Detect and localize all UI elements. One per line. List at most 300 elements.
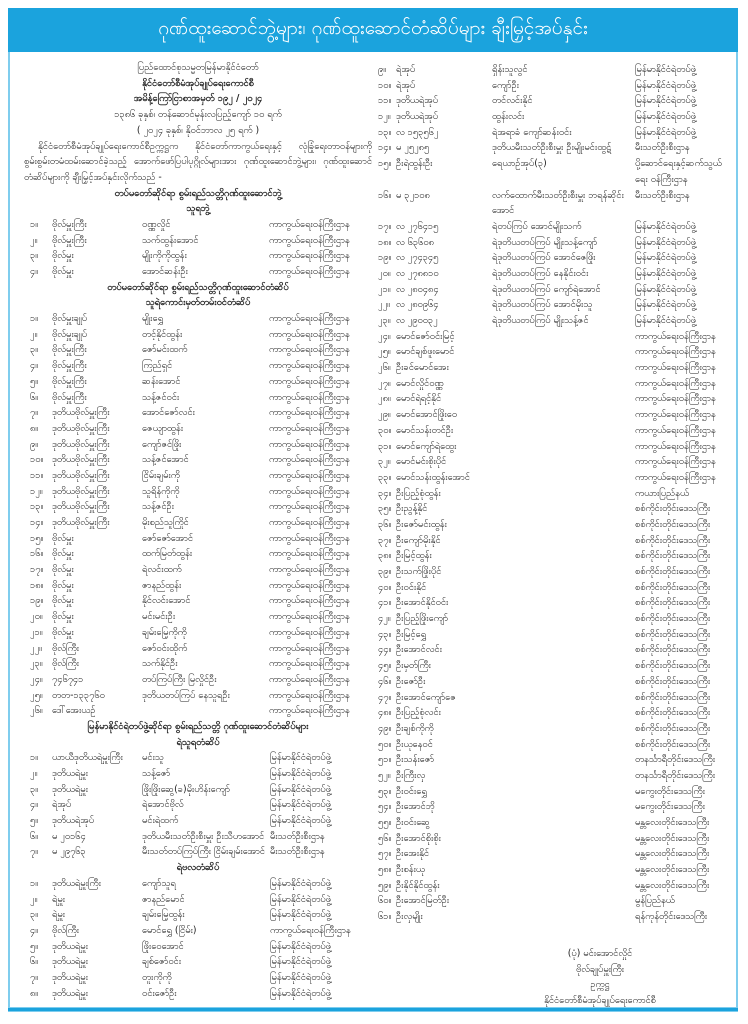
row-name: ဇော်မင်းထက် [142,344,188,356]
row-number: ၃၁။ [378,440,392,452]
row-rank: ဦးချစ်ကိုကို [396,722,434,734]
row-name: သန့်ဇော် [142,768,171,780]
row-name: ဒုတိယမီးသတ်ဦးစီးမှူး ဦးသီဟအောင် [142,830,265,842]
row-rank: ဦးအောင်လင်း [396,644,442,656]
row-name: ထွန်းလင်း [492,111,525,123]
table-row [378,344,733,360]
row-number: ၄။ [30,360,39,372]
row-rank: မ ၂၅၂၈၅ [396,142,430,154]
row-rank: ဒုတိယဗိုလ်မှူးကြီး [52,517,110,529]
row-number: ၁။ [30,877,39,889]
row-unit: ရန်ကုန်တိုင်းဒေသကြီး [635,911,708,923]
row-name: ဇော်ဝင်းထိုက် [142,642,188,654]
row-rank: ဦးရဲထွန်းဦး [396,158,433,170]
section-subheading: ရဲဗလတံဆိပ် [176,862,220,874]
row-number: ၄၈။ [378,707,392,719]
row-unit: ကာကွယ်ရေးဝန်ကြီးဌာန [269,313,350,325]
row-unit: မြန်မာနိုင်ငံရဲတပ်ဖွဲ့ [635,126,696,138]
row-name: တင်လင်းနိုင် [492,95,533,107]
section-heading: မြန်မာနိုင်ငံရဲတပ်ဖွဲ့ဆိုင်ရာ စွမ်းရည်သတ္တိ ဂုဏ်ထူးဆောင်တံဆိပ်များ [87,720,309,732]
table-row [378,893,733,909]
row-rank: ဒုတိယရဲမှူး [52,940,88,952]
row-name: ကြည်ရှင် [142,360,173,372]
row-rank: မောင်ကျော်ရဲထွေး [396,440,457,452]
row-rank: ဒုတိယဗိုလ်မှူးကြီး [52,501,110,513]
row-rank: ဒုတိယရဲအုပ် [396,111,439,123]
row-number: ၅။ [30,815,39,827]
row-name: ရဲဒုတိယတပ်ကြပ် အောင်ဇေဖြိုး [492,252,596,264]
row-number: ၆၀။ [378,895,392,907]
row-unit: ကာကွယ်ရေးဝန်ကြီးဌာန [635,409,716,421]
row-rank: ဗိုလ်မှူးချုပ် [52,313,88,325]
row-name: ချမ်းမြေ့ကိုကို [142,626,187,638]
row-name: တူးကိုကို [142,972,172,983]
row-number: ၆။ [30,830,39,842]
header-council: နိုင်ငံတော်စီမံအုပ်ချုပ်ရေးကောင်စီ [142,77,254,89]
row-unit: မီးသတ်ဦးစီးဌာန [270,846,325,858]
row-number: ၅၂။ [378,769,391,781]
row-rank: ရဲအုပ် [396,79,416,91]
section-subheading: သူရဘွဲ့ [186,203,210,215]
row-number: ၂။ [30,328,38,340]
row-name: ဝင်းဇော်ဦး [142,987,177,999]
table-row [378,705,733,721]
row-number: ၁၇။ [378,220,392,232]
row-unit: စစ်ကိုင်းတိုင်းဒေသကြီး [635,581,711,593]
row-rank: ဦးစန်းယု [396,864,425,876]
row-unit: မကွေးတိုင်းဒေသကြီး [635,785,705,797]
row-rank: ဦးဝင်းဆွေ [396,817,430,829]
row-rank: ဦးကျော်မိုးနိုင် [396,534,441,546]
table-row [378,250,733,266]
row-rank: လ ၂၉၀၀၃၂ [396,315,438,327]
row-unit: မီးသတ်ဦးစီးဌာန [270,830,325,842]
row-number: ၆၁။ [378,911,392,923]
row-unit: မြန်မာနိုင်ငံရဲတပ်ဖွဲ့ [635,252,696,264]
row-unit: ကာကွယ်ရေးဝန်ကြီးဌာန [269,328,350,340]
row-name: မင်းရဲထက် [142,815,179,827]
table-row [378,407,733,423]
table-row [378,721,733,737]
table-row [24,452,372,468]
row-unit: ကာကွယ်ရေးဝန်ကြီးဌာန [269,532,350,544]
row-name: သန့်ဇင်ဝင်း [142,391,180,403]
row-number: ၃။ [30,783,39,795]
row-unit: မကွေးတိုင်းဒေသကြီး [635,801,705,813]
table-row [378,188,733,219]
row-rank: ဦးအောင်စိုးစိုး [396,832,441,844]
row-unit: စစ်ကိုင်းတိုင်းဒေသကြီး [635,707,711,719]
table-row [378,548,733,564]
row-name: ရဲဒုတိယတပ်ကြပ် အောင်မိုးသူ [492,299,593,311]
row-rank: ဒေါ်အေးယဉ် [52,705,96,717]
row-unit: ကာကွယ်ရေးဝန်ကြီးဌာန [269,517,350,529]
right-column [378,62,733,925]
row-rank: မောင်လှိုင်ဝဏ္ဏ [396,377,444,389]
row-rank: ဗိုလ်မှူး [52,548,74,560]
table-row [24,782,372,798]
row-number: ၁၄။ [30,517,44,529]
row-rank: ဦးမြင့်ရွှေ [396,628,427,640]
table-row [378,266,733,282]
section-heading: တပ်မတော်ဆိုင်ရာ စွမ်းရည်သတ္တိဂုဏ်ထူးဆောင်ဘွဲ့ [114,187,282,199]
row-unit: ကာကွယ်ရေးဝန်ကြီးဌာန [269,595,350,607]
row-rank: ဗိုလ်ကြီး [52,924,80,936]
row-rank: ဦးညွန့်နိုင် [396,503,428,515]
row-unit: မြန်မာနိုင်ငံရဲတပ်ဖွဲ့ [635,79,696,91]
row-unit: စစ်ကိုင်းတိုင်းဒေသကြီး [635,566,711,578]
row-number: ၃၉။ [378,566,392,578]
row-rank: ရဲမှူး [52,909,66,921]
row-number: ၄။ [30,924,39,936]
section-subheading: ရဲသူရတံဆိပ် [176,736,220,748]
row-unit: စစ်ကိုင်းတိုင်းဒေသကြီး [635,503,711,515]
row-number: ၅။ [30,940,39,952]
row-number: ၁၈။ [30,579,44,591]
row-name: ငြိမ်းချမ်းကို [142,469,180,481]
row-rank: ဦးဝင်းနိုင် [396,581,427,593]
table-row [378,815,733,831]
row-unit: ကာကွယ်ရေးဝန်ကြီးဌာန [635,456,716,468]
row-rank: ဗိုလ်မှူးကြီး [52,375,87,387]
row-number: ၁၁။ [30,469,44,481]
row-rank: ဒုတိယရဲအုပ် [396,95,439,107]
table-row [378,486,733,502]
table-row [24,468,372,484]
row-name: တပ်ကြပ်ကြီး မြလှိုင်ဦး [142,673,217,685]
row-name: မီးသတ်တပ်ကြပ်ကြီး ငြိမ်းချမ်းအောင် [142,846,265,858]
row-unit: ကာကွယ်ရေးဝန်ကြီးဌာန [269,391,350,403]
header-order-number: အမိန့်ကြော်ငြာစာအမှတ် ၁၉၂ / ၂၀၂၄ [133,93,263,105]
row-name: သက်ထွန်းအောင် [142,234,199,246]
row-number: ၄၇။ [378,691,392,703]
row-number: ၇။ [30,407,39,419]
row-number: ၂၅။ [30,689,43,701]
row-unit: မွန်ပြည်နယ် [635,895,675,907]
row-name: ချမ်းမြေ့ထွန်း [142,909,185,921]
table-row [378,140,733,156]
row-number: ၁၁။ [378,95,392,107]
row-number: ၁၃။ [378,126,392,138]
table-row [24,327,372,343]
table-row [24,499,372,515]
row-number: ၂၇။ [378,377,391,389]
row-unit: စစ်ကိုင်းတိုင်းဒေသကြီး [635,675,711,687]
table-row [24,531,372,547]
row-unit: ပို့ဆောင်ရေးနှင့်ဆက်သွယ်ရေး ဝန်ကြီးဌာန [635,158,722,185]
row-name: မင်းသူ [142,752,164,764]
row-unit: မြန်မာနိုင်ငံရဲတပ်ဖွဲ့ [270,752,331,764]
table-row [378,690,733,706]
row-rank: ဗိုလ်မှူး [52,595,74,607]
row-unit: ကာကွယ်ရေးဝန်ကြီးဌာန [269,250,350,262]
table-row [24,750,372,766]
table-row [24,876,372,892]
table-row [378,282,733,298]
table-row [24,264,372,280]
table-row [378,391,733,407]
row-unit: မြန်မာနိုင်ငံရဲတပ်ဖွဲ့ [270,768,331,780]
row-number: ၂၆။ [378,362,391,374]
row-number: ၈။ [30,987,39,999]
row-number: ၅၆။ [378,832,392,844]
row-number: ၁၄။ [378,142,392,154]
section-heading: တပ်မတော်ဆိုင်ရာ စွမ်းရည်သတ္တိဂုဏ်ထူးဆောင်တံဆိပ် [107,281,289,293]
row-rank: မ ၂၉၇၆၃ [52,846,86,858]
row-unit: စစ်ကိုင်းတိုင်းဒေသကြီး [635,534,711,546]
page-title: ဂုဏ်ထူးဆောင်ဘွဲ့များ၊ ဂုဏ်ထူးဆောင်တံဆိပ်များ ချီးမြှင့်အပ်နှင်း [8,8,738,52]
table-row [378,329,733,345]
row-rank: ဦးဝင်းရွှေ [396,785,427,797]
row-unit: မြန်မာနိုင်ငံရဲတပ်ဖွဲ့ [270,877,331,889]
row-rank: ဒုတိယဗိုလ်မှူးကြီး [52,469,110,481]
table-row [378,109,733,125]
row-number: ၃။ [30,344,39,356]
row-number: ၅၈။ [378,864,392,876]
header-country: ပြည်ထောင်စုသမ္မတမြန်မာနိုင်ငံတော် [137,62,259,73]
row-unit: မြန်မာနိုင်ငံရဲတပ်ဖွဲ့ [270,815,331,827]
row-name: ဒုတိယမီးသတ်ဦးစီးမှူး ဦးမျိုးမင်းထွဋ် [492,142,612,154]
row-rank: ဦးအောင်နိုင်ဝင်း [396,597,449,609]
row-number: ၃၅။ [378,503,392,515]
row-number: ၂၈။ [378,393,391,405]
row-rank: ဗိုလ်ကြီး [52,658,80,670]
row-unit: စစ်ကိုင်းတိုင်းဒေသကြီး [635,660,711,672]
row-number: ၄၀။ [378,581,392,593]
table-row [24,641,372,657]
row-unit: ကာကွယ်ရေးဝန်ကြီးဌာန [269,642,350,654]
row-number: ၂၁။ [30,626,43,638]
row-number: ၆။ [30,956,39,968]
table-row [378,768,733,784]
table-row [24,907,372,923]
table-row [378,862,733,878]
row-unit: စစ်ကိုင်းတိုင်းဒေသကြီး [635,518,711,530]
table-row [24,578,372,594]
table-row [378,235,733,251]
row-number: ၂၂။ [378,299,390,311]
row-number: ၁။ [30,752,39,764]
row-unit: ကာကွယ်ရေးဝန်ကြီးဌာန [269,218,350,230]
row-number: ၄။ [30,265,39,277]
table-row [24,484,372,500]
row-number: ၁၈။ [378,236,392,248]
row-name: ဖြိုးဝေအောင် [142,940,184,952]
row-name: ထက်မြတ်ထွန်း [142,548,193,560]
row-name: ရဲဒုတိယတပ်ကြပ် ကျော်ရဲအောင် [492,283,601,295]
row-unit: မန္တလေးတိုင်းဒေသကြီး [635,832,710,844]
table-row [24,829,372,845]
row-name: ဝဏ္ဏလှိုင် [142,218,171,230]
table-row [24,358,372,374]
row-number: ၂။ [30,768,38,780]
row-rank: လ ၂၇၄၃၄၅ [396,252,439,264]
row-name: ရှိန်းသူလွင် [492,64,528,75]
row-name: ဒုတိယတပ်ကြပ် နေသူရဦး [142,689,230,701]
row-unit: ကာကွယ်ရေးဝန်ကြီးဌာန [635,471,716,483]
row-rank: တတ-၁၃၃၇၆၀ [52,689,105,701]
signature-name: (ပုံ) မင်းအောင်လှိုင် [567,948,633,959]
row-unit: ကာကွယ်ရေးဝန်ကြီးဌာန [635,346,716,358]
row-number: ၅၁။ [378,754,392,766]
row-name: ရဲဒုတိယတပ်ကြပ် မျိုးသန့်ဇင် [492,315,589,327]
intro-paragraph: နိုင်ငံတော်စီမံအုပ်ချုပ်ရေးကောင်စီဥက္ကဋ္ဌက နိုင်ငံတော်ကာကွယ်ရေးနှင့် လုံခြုံရေးတာဝန်များကို စွမ်းစွမ်းတမံထမ်းဆောင်ခဲ့သည့် အောက်ဖော်ပြပါပုဂ္ဂိုလ်များအား ဂုဏ်ထူးဆောင်ဘွဲ့များ၊ ဂုဏ်ထူးဆောင် တံဆိပ်များကို ချီးမြှင့်အပ်နှင်းလိုက်သည် - [24,140,372,183]
row-unit: မြန်မာနိုင်ငံရဲတပ်ဖွဲ့ [270,893,331,905]
row-rank: ယာယီဒုတိယရဲမှူးကြီး [52,752,123,764]
table-row [378,752,733,768]
table-row [24,248,372,264]
row-unit: ကာကွယ်ရေးဝန်ကြီးဌာန [270,924,351,936]
row-rank: ဒုတိယရဲမှူး [52,783,88,795]
row-rank: မ ၃၂၁၀၈ [396,189,430,201]
signature-title: ဥက္ကဋ္ဌ [590,979,610,991]
row-unit: မီးသတ်ဦးစီးဌာန [635,189,690,201]
row-rank: ဦးပြည့်စုံထွန်း [396,487,441,499]
row-unit: ကာကွယ်ရေးဝန်ကြီးဌာန [635,377,716,389]
row-rank: မောင်မင်းစိုးပိုင် [396,456,447,468]
row-number: ၁၅။ [378,158,392,170]
row-rank: မောင်အောင်ဖြိုးဝေ [396,409,458,421]
signature-block [530,946,670,1009]
row-rank: လ ၁၅၃၅၆၂ [396,126,439,138]
row-unit: မန္တလေးတိုင်းဒေသကြီး [635,817,710,829]
row-unit: တနင်္သာရီတိုင်းဒေသကြီး [635,769,716,781]
row-name: ဇေယျာထွန်း [142,422,184,434]
row-name: မောင်ရွှေ (ငြိမ်း) [142,924,197,936]
row-number: ၇။ [30,972,39,983]
table-row [24,515,372,531]
signature-org: နိုင်ငံတော်စီမံအုပ်ချုပ်ရေးကောင်စီ [544,995,656,1007]
row-rank: ဗိုလ်မှူးချုပ် [52,328,88,340]
row-name: ရဲတပ်ကြပ် အောင်မျိုးသက် [492,220,582,232]
row-rank: ဗိုလ်မှူးကြီး [52,218,87,230]
table-row [24,766,372,782]
row-rank: ဦးသန်းဇော် [396,754,435,766]
row-number: ၁၅။ [30,532,44,544]
row-rank: လ ၂၈၀၄၈၄ [396,283,439,295]
table-row [378,533,733,549]
row-unit: စစ်ကိုင်းတိုင်းဒေသကြီး [635,644,711,656]
table-row [24,217,372,233]
row-name: ရဲဒုတိယတပ်ကြပ် နေနိုင်းဝင်း [492,267,589,279]
row-number: ၁။ [30,313,39,325]
row-rank: ရဲအုပ် [52,799,72,811]
row-unit: ကာကွယ်ရေးဝန်ကြီးဌာန [269,234,350,246]
row-rank: ဦးပြည့်ဖြိုးကျော် [396,613,449,625]
table-row [24,593,372,609]
row-unit: မန္တလေးတိုင်းဒေသကြီး [635,879,710,891]
row-unit: ကာကွယ်ရေးဝန်ကြီးဌာန [269,673,350,685]
row-rank: မောင်ဇော်ဝင်းမြင့် [396,330,455,342]
row-rank: ဦးခင်မောင်အေး [396,362,449,374]
table-row [378,423,733,439]
table-row [378,909,733,925]
row-number: ၄။ [30,799,39,811]
table-row [24,625,372,641]
table-row [24,233,372,249]
row-number: ၉။ [30,438,39,450]
row-unit: စစ်ကိုင်းတိုင်းဒေသကြီး [635,738,711,750]
row-number: ၂၅။ [378,346,391,358]
row-number: ၁၃။ [30,501,44,513]
table-row [378,470,733,486]
row-number: ၃၀။ [378,424,392,436]
row-unit: ကာကွယ်ရေးဝန်ကြီးဌာန [269,564,350,576]
row-name: မျိုးရွှေ [142,313,164,325]
row-unit: မြန်မာနိုင်ငံရဲတပ်ဖွဲ့ [635,283,696,295]
row-unit: ကာကွယ်ရေးဝန်ကြီးဌာန [269,611,350,623]
row-number: ၉။ [378,64,387,75]
row-name: အောင်ဇော်လင်း [142,407,195,419]
row-rank: ဒုတိယရဲအုပ် [52,815,95,827]
row-unit: ကာကွယ်ရေးဝန်ကြီးဌာန [269,548,350,560]
table-row [378,595,733,611]
row-rank: ဒုတိယရဲမှူး [52,768,88,780]
row-number: ၇။ [30,846,39,858]
row-rank: ဦးပြည့်စုံလင်း [396,707,441,719]
row-rank: ဗိုလ်မှူး [52,250,74,262]
row-number: ၃၈။ [378,550,392,562]
table-row [24,562,372,578]
row-number: ၃၄။ [378,487,392,499]
row-number: ၅၄။ [378,801,392,813]
row-unit: မန္တလေးတိုင်းဒေသကြီး [635,848,710,860]
row-unit: စစ်ကိုင်းတိုင်းဒေသကြီး [635,691,711,703]
table-row [378,219,733,235]
row-number: ၅၅။ [378,817,392,829]
bottom-divider [8,1007,738,1011]
header-myanmar-date: ၁၃၈၆ ခုနှစ်၊ တန်ဆောင်မုန်းလပြည့်ကျော် ၁၀ ရက် [114,109,282,121]
table-row [24,986,372,1002]
row-rank: မ ၂၀၁၆၄ [52,830,86,842]
table-row [24,813,372,829]
row-unit: ကာကွယ်ရေးဝန်ကြီးဌာန [269,360,350,372]
table-row [24,672,372,688]
row-unit: ကာကွယ်ရေးဝန်ကြီးဌာန [269,469,350,481]
row-name: မင်းမင်းဦး [142,611,176,623]
row-number: ၁၉။ [30,595,44,607]
left-column [24,60,372,1001]
row-rank: ဗိုလ်မှူးကြီး [52,360,87,372]
table-row [378,93,733,109]
row-name: ရေယာဉ်အုပ်(၃) [492,158,547,170]
table-row [24,844,372,860]
table-row [378,517,733,533]
row-name: ရဲဒုတိယတပ်ကြပ် မျိုးသန့်ကျော် [492,236,598,248]
header-gregorian-date: ( ၂၀၂၄ ခုနှစ်၊ နိုဝင်ဘာလ ၂၅ ရက် ) [136,124,260,136]
row-unit: ကာကွယ်ရေးဝန်ကြီးဌာန [635,393,716,405]
row-rank: မောင်ချစ်ဖူးမောင် [396,346,455,358]
row-number: ၂၀။ [30,611,43,623]
row-rank: ဦးကြီးလှ [396,769,426,781]
row-unit: မြန်မာနိုင်ငံရဲတပ်ဖွဲ့ [635,236,696,248]
row-number: ၄၃။ [378,628,392,640]
row-number: ၁။ [30,218,39,230]
row-unit: ကာကွယ်ရေးဝန်ကြီးဌာန [269,344,350,356]
row-rank: ဦးမှတ်ကြီး [396,660,431,672]
table-row [378,156,733,187]
row-name: လက်ထောက်မီးသတ်ဦးစီးမှူး ဘရန်ဆိုင်းအောင် [492,189,624,217]
row-unit: မြန်မာနိုင်ငံရဲတပ်ဖွဲ့ [635,299,696,311]
row-unit: ကာကွယ်ရေးဝန်ကြီးဌာန [269,579,350,591]
table-row [24,939,372,955]
row-unit: ကာကွယ်ရေးဝန်ကြီးဌာန [269,658,350,670]
table-row [24,923,372,939]
row-rank: လ ၂၇၆၄၁၅ [396,220,439,232]
row-unit: တနင်္သာရီတိုင်းဒေသကြီး [635,754,716,766]
row-rank: မောင်သန်းထွန်းအောင် [396,471,470,483]
table-row [24,374,372,390]
